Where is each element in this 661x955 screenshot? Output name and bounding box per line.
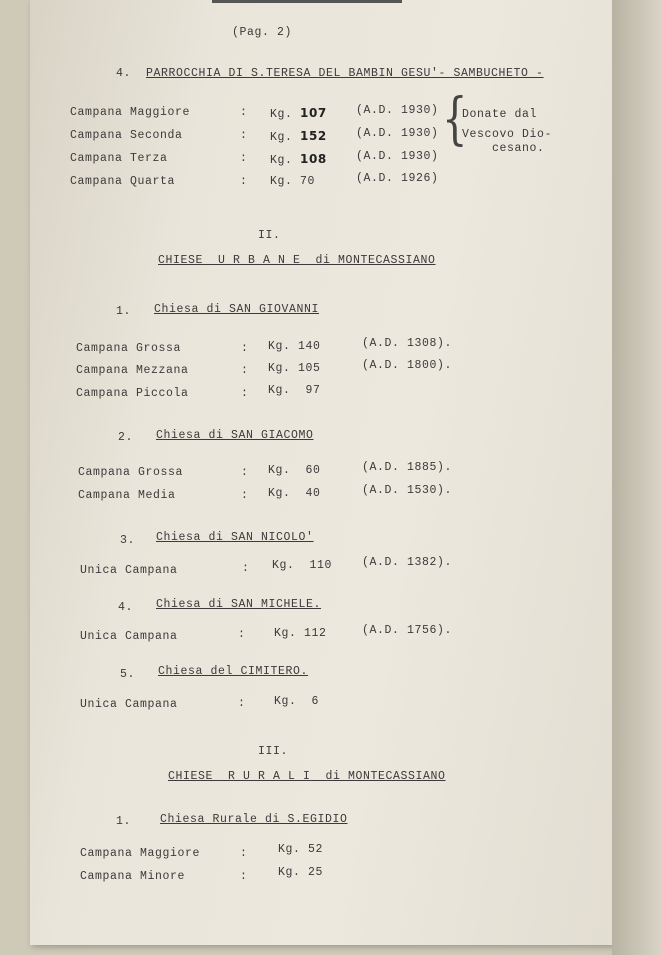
kg-label: Kg. <box>270 108 293 121</box>
separator: : <box>241 387 249 400</box>
bell-name: Campana Grossa <box>76 342 182 355</box>
separator: : <box>241 489 249 502</box>
separator: : <box>238 697 246 710</box>
bell-year: (A.D. 1930) <box>356 127 439 140</box>
church-title: Chiesa Rurale di S.EGIDIO <box>160 813 348 826</box>
separator: : <box>240 152 248 165</box>
bell-name: Campana Maggiore <box>80 847 201 860</box>
kg-label: Kg. <box>270 131 293 144</box>
facing-page-edge <box>612 0 661 955</box>
kg-label: Kg. <box>270 154 293 167</box>
bell-weight: Kg. 52 <box>278 843 324 856</box>
bell-year: (A.D. 1930) <box>356 150 439 163</box>
bell-name: Campana Minore <box>80 870 186 883</box>
church-number: 2. <box>118 431 134 444</box>
separator: : <box>241 466 249 479</box>
bell-name: Campana Mezzana <box>76 364 189 377</box>
church-number: 4. <box>118 601 134 614</box>
part-numeral: II. <box>258 229 281 242</box>
weight-cell <box>270 152 327 167</box>
bell-weight: Kg. 110 <box>272 559 333 572</box>
bell-weight: Kg. 70 <box>270 175 316 188</box>
bell-name: Campana Quarta <box>70 175 176 188</box>
bell-weight: Kg. 105 <box>268 362 321 375</box>
brace-mark: { <box>442 87 468 153</box>
bell-year: (A.D. 1926) <box>356 172 439 185</box>
bell-weight: Kg. 25 <box>278 866 324 879</box>
bell-weight: Kg. 112 <box>274 627 327 640</box>
bell-year: (A.D. 1756). <box>362 624 453 637</box>
weight-cell <box>270 129 327 144</box>
part-title: CHIESE R U R A L I di MONTECASSIANO <box>168 770 446 783</box>
handwritten-weight: 108 <box>300 152 327 166</box>
bell-name: Unica Campana <box>80 564 178 577</box>
bell-year: (A.D. 1930) <box>356 104 439 117</box>
church-title: Chiesa di SAN GIOVANNI <box>154 303 320 316</box>
handwritten-weight: 152 <box>300 129 327 143</box>
bell-name: Unica Campana <box>80 630 178 643</box>
handwritten-weight: 107 <box>300 106 327 120</box>
donation-note-line: Vescovo Dio- <box>462 128 553 141</box>
separator: : <box>240 129 248 142</box>
bell-name: Campana Media <box>78 489 176 502</box>
church-number: 5. <box>120 668 136 681</box>
church-number: 3. <box>120 534 136 547</box>
bell-name: Campana Grossa <box>78 466 184 479</box>
donation-note-line: Donate dal <box>462 108 538 121</box>
part-numeral: III. <box>258 745 289 758</box>
bell-year: (A.D. 1530). <box>362 484 453 497</box>
bell-year: (A.D. 1308). <box>362 337 453 350</box>
bell-weight: Kg. 140 <box>268 340 321 353</box>
bell-name: Campana Seconda <box>70 129 183 142</box>
bell-year: (A.D. 1885). <box>362 461 453 474</box>
church-title: Chiesa di SAN MICHELE. <box>156 598 322 611</box>
bell-name: Campana Terza <box>70 152 168 165</box>
bell-year: (A.D. 1800). <box>362 359 453 372</box>
church-number: 1. <box>116 815 132 828</box>
separator: : <box>240 106 248 119</box>
separator: : <box>241 342 249 355</box>
section-title: PARROCCHIA DI S.TERESA DEL BAMBIN GESU'- SAMBUCHETO - <box>146 67 544 80</box>
section-number: 4. <box>116 67 132 80</box>
separator: : <box>240 847 248 860</box>
church-number: 1. <box>116 305 132 318</box>
separator: : <box>238 628 246 641</box>
donation-note-line: cesano. <box>492 142 545 155</box>
church-title: Chiesa di SAN GIACOMO <box>156 429 314 442</box>
bell-weight: Kg. 97 <box>268 384 321 397</box>
separator: : <box>240 870 248 883</box>
bell-year: (A.D. 1382). <box>362 556 453 569</box>
church-title: Chiesa di SAN NICOLO' <box>156 531 314 544</box>
part-title: CHIESE U R B A N E di MONTECASSIANO <box>158 254 436 267</box>
bell-name: Campana Maggiore <box>70 106 191 119</box>
bell-name: Campana Piccola <box>76 387 189 400</box>
church-title: Chiesa del CIMITERO. <box>158 665 309 678</box>
bell-weight: Kg. 60 <box>268 464 321 477</box>
separator: : <box>242 562 250 575</box>
bell-name: Unica Campana <box>80 698 178 711</box>
page-header: (Pag. 2) <box>232 26 293 39</box>
bell-weight: Kg. 6 <box>274 695 320 708</box>
separator: : <box>240 175 248 188</box>
top-rule <box>212 0 402 3</box>
separator: : <box>241 364 249 377</box>
weight-cell <box>270 106 327 121</box>
bell-weight: Kg. 40 <box>268 487 321 500</box>
